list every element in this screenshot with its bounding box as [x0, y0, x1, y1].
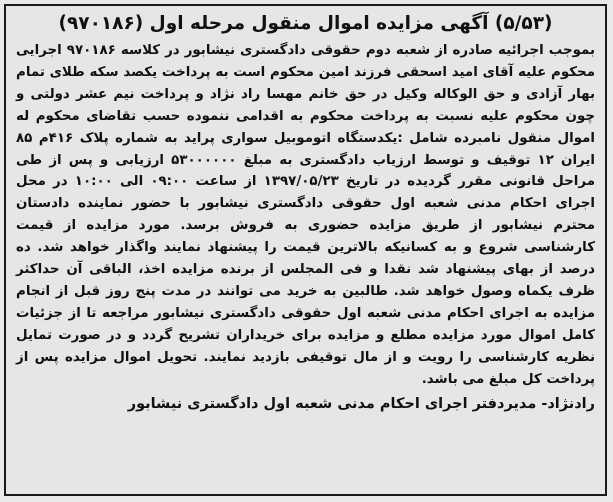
notice-signature: رادنژاد- مدیردفتر اجرای احکام مدنی شعبه اول دادگستری نیشابور	[127, 395, 595, 412]
notice-title: (۵/۵۳) آگهی مزایده اموال منقول مرحله اول (۹۷۰۱۸۶)	[58, 13, 553, 34]
notice-body: بموجب اجرائیه صادره از شعبه دوم حقوقی دادگستری نیشابور در کلاسه ۹۷۰۱۸۶ اجرایی محکوم علیه آقای امید اسحقی فرزند امین محکوم است به پرداخت یکصد سکه طلای تمام بهار آزادی و حق الوکاله وکیل در حق خانم مهسا راد نژاد و پرداخت نیم عشر دولتی و چون محکوم علیه نسبت به پرداخت محکوم به اقدامی ننموده حسب تقاضای محکوم له اموال منقول نامبرده شامل :یکدستگاه اتوموبیل سواری پراید به شماره پلاک ۴۱۶م ۸۵ ایران ۱۲ توقیف و توسط ارزیاب دادگستری به مبلغ ۵۳۰۰۰۰۰۰ ارزیابی و پس از طی مراحل قانونی مقرر گردیده در تاریخ ۱۳۹۷/۰۵/۲۳ از ساعت ۰۹:۰۰ الی ۱۰:۰۰ در محل اجرای احکام مدنی شعبه اول حقوقی دادگستری نیشابور با حضور نماینده دادستان محترم نیشابور از طریق مزایده حضوری به فروش برسد. مورد مزایده از قیمت کارشناسی شروع و به کسانیکه بالاترین قیمت را پیشنهاد نمایند واگذار خواهد شد. ده درصد از بهای پیشنهاد شد نقدا و فی المجلس از برنده مزایده اخذ، الباقی آن حداکثر ظرف یکماه وصول خواهد شد. طالبین به خرید می توانند در مدت پنج روز قبل از انجام مزایده به اجرای احکام مدنی شعبه اول حقوقی دادگستری نیشابور مراجعه تا از جزئیات کامل اموال مورد مزایده مطلع و مزایده برای خریداران تشریح گردد و در صورت تمایل نظریه کارشناسی را رویت و از مال توقیفی بازدید نمایند. تحویل اموال مزایده پس از پرداخت کل مبلغ می باشد.	[16, 43, 595, 387]
auction-notice	[4, 4, 607, 496]
